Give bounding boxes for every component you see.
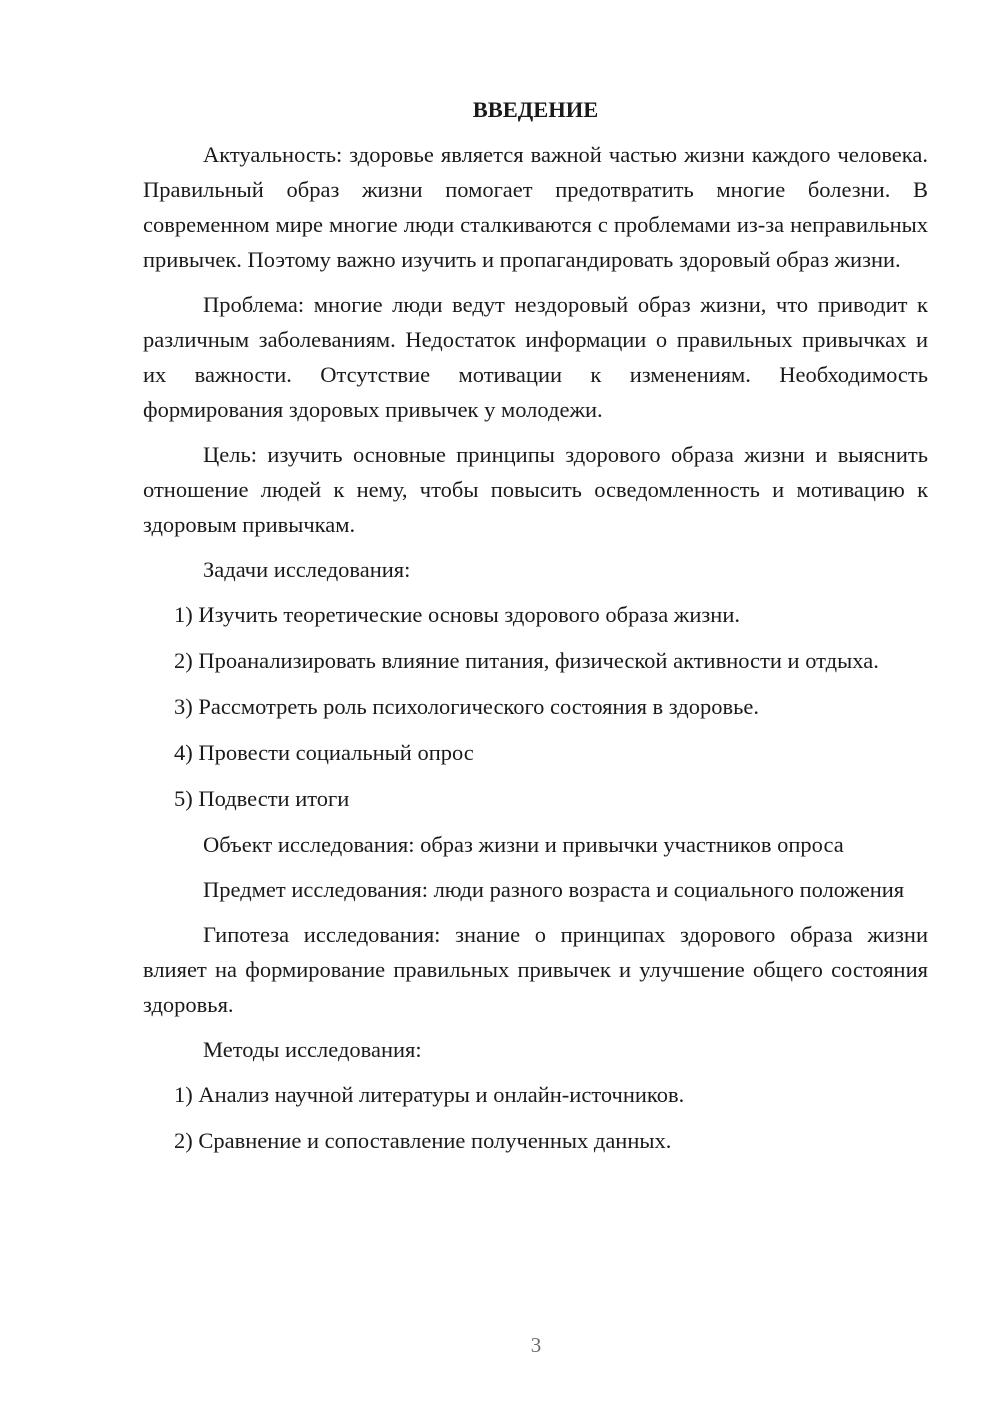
task-item: 4) Провести социальный опрос: [174, 740, 474, 765]
document-page: [143, 92, 928, 1169]
subject-paragraph: Предмет исследования: люди разного возраста и социального положения: [203, 877, 905, 902]
hypothesis-paragraph: Гипотеза исследования: знание о принципах здорового образа жизни влияет на формирование правильных привычек и улучшение общего состояния здоровья.: [143, 922, 928, 1017]
task-item: 3) Рассмотреть роль психологического состояния в здоровье.: [174, 694, 759, 719]
task-item: 2) Проанализировать влияние питания, физической активности и отдыха.: [174, 648, 879, 673]
task-item: 1) Изучить теоретические основы здорового образа жизни.: [174, 602, 740, 627]
page-number: 3: [530, 1333, 542, 1357]
relevance-paragraph: Актуальность: здоровье является важной частью жизни каждого человека. Правильный образ жизни помогает предотвратить многие болезни. В современном мире многие люди сталкиваются с проблемами из-за неправильных привычек. Поэтому важно изучить и пропагандировать здоровый образ жизни.: [143, 142, 928, 272]
task-item: 5) Подвести итоги: [174, 786, 350, 811]
tasks-heading: Задачи исследования:: [203, 557, 411, 582]
goal-paragraph: Цель: изучить основные принципы здорового образа жизни и выяснить отношение людей к нему, чтобы повысить осведомленность и мотивацию к здоровым привычкам.: [143, 442, 928, 537]
section-title: ВВЕДЕНИЕ: [472, 97, 599, 122]
methods-heading: Методы исследования:: [203, 1037, 422, 1062]
method-item: 2) Сравнение и сопоставление полученных данных.: [174, 1128, 672, 1153]
method-item: 1) Анализ научной литературы и онлайн-источников.: [174, 1082, 685, 1107]
problem-paragraph: Проблема: многие люди ведут нездоровый образ жизни, что приводит к различным заболеваниям. Недостаток информации о правильных привычках и их важности. Отсутствие мотивации к изменениям. Необходимость формирования здоровых привычек у молодежи.: [143, 292, 928, 422]
object-paragraph: Объект исследования: образ жизни и привычки участников опроса: [203, 832, 844, 857]
